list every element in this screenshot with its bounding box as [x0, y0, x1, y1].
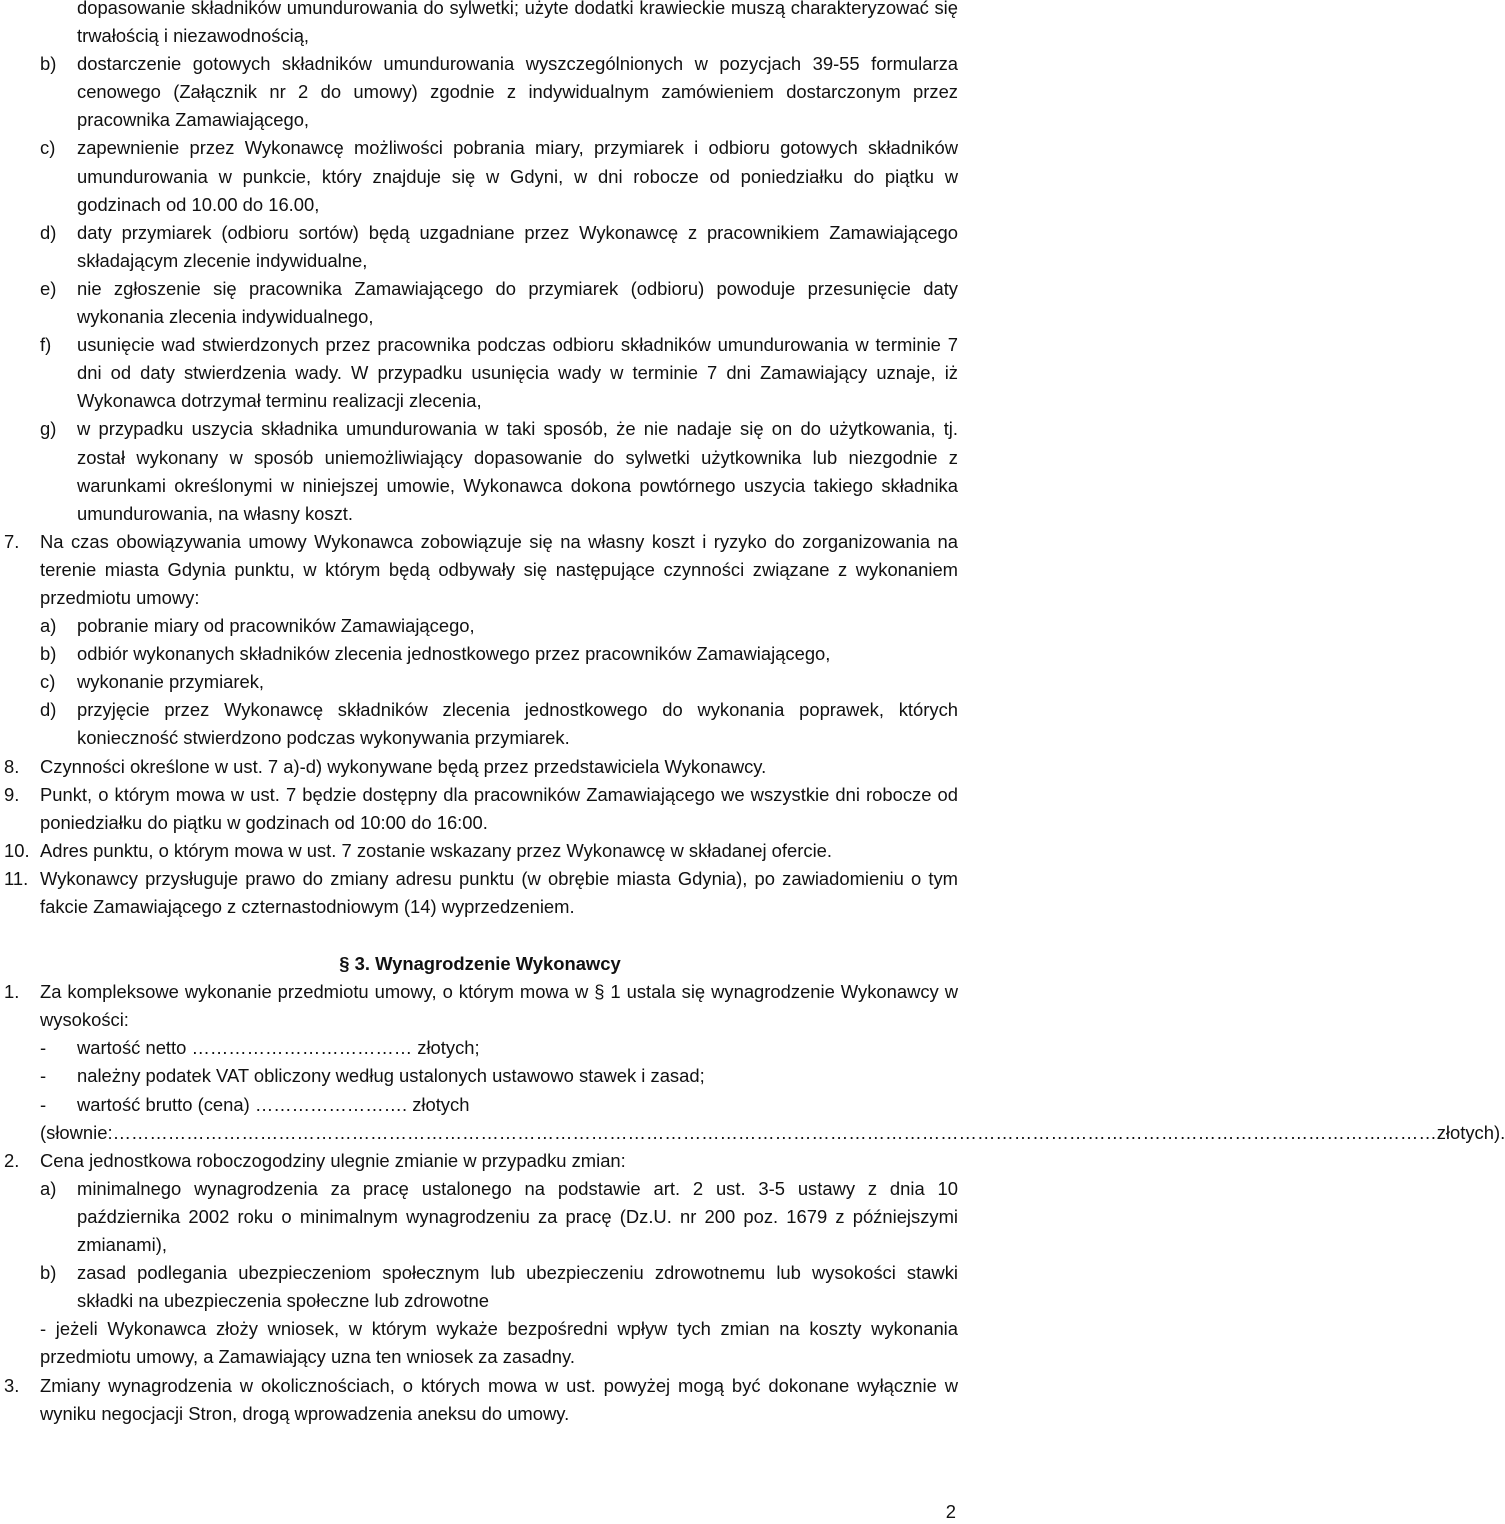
paragraph-text: Zmiany wynagrodzenia w okolicznościach, o których mowa w ust. powyżej mogą być dokonane wyłącznie w wyniku negocjacji Stron, drogą wprowadzenia aneksu do umowy.	[40, 1374, 958, 1424]
amount-in-words-suffix: złotych).	[1436, 1121, 1505, 1143]
paragraph-9	[0, 781, 960, 837]
section-3-paragraph-1	[0, 978, 960, 1034]
list-item-6c	[0, 134, 960, 218]
list-item-text: przyjęcie przez Wykonawcę składników zlecenia jednostkowego do wykonania poprawek, których konieczność stwierdzono podczas wykonywania przymiarek.	[77, 699, 958, 749]
paragraph-number: 10.	[4, 839, 30, 861]
list-marker: c)	[40, 137, 56, 159]
list-item-s2b	[0, 1259, 960, 1315]
list-item-text: daty przymiarek (odbioru sortów) będą uzgadniane przez Wykonawcę z pracownikiem Zamawiającego składającym zlecenie indywidualne,	[77, 221, 958, 271]
list-marker: a)	[40, 615, 57, 637]
paragraph-number: 1.	[4, 981, 20, 1003]
list-marker: a)	[40, 1177, 57, 1199]
dash-marker: -	[40, 1093, 47, 1115]
list-item-text: dostarczenie gotowych składników umundurowania wyszczególnionych w pozycjach 39-55 formularza cenowego (Załącznik nr 2 do umowy) zgodnie z indywidualnym zamówieniem dostarczonym przez pracownika Zamawiającego,	[77, 53, 958, 131]
paragraph-text: Za kompleksowe wykonanie przedmiotu umowy, o którym mowa w § 1 ustala się wynagrodzenie Wykonawcy w wysokości:	[40, 981, 958, 1031]
list-marker: f)	[40, 334, 52, 356]
paragraph-number: 2.	[4, 1149, 20, 1171]
list-marker: b)	[40, 643, 57, 665]
list-marker: e)	[40, 277, 57, 299]
paragraph-8	[0, 753, 960, 781]
list-item-text: usunięcie wad stwierdzonych przez pracownika podczas odbioru składników umundurowania w terminie 7 dni od daty stwierdzenia wady. W przypadku usunięcia wady w terminie 7 dni Zamawiający uznaje, iż Wykonawca dotrzymał terminu realizacji zlecenia,	[77, 334, 958, 412]
list-item-text: nie zgłoszenie się pracownika Zamawiającego do przymiarek (odbioru) powoduje przesunięcie daty wykonania zlecenia indywidualnego,	[77, 277, 958, 328]
list-item-7b	[0, 640, 960, 668]
page-number: 2	[945, 1501, 956, 1522]
list-item-6g	[0, 415, 960, 527]
dash-item-text: wartość brutto (cena) ……………………. złotych	[77, 1093, 470, 1115]
list-item-7d	[0, 696, 960, 752]
dash-item-net-value	[0, 1034, 960, 1062]
list-item-7c	[0, 668, 960, 696]
list-item-text: w przypadku uszycia składnika umundurowania w taki sposób, że nie nadaje się on do użytkowania, tj. został wykonany w sposób uniemożliwiający dopasowanie do sylwetki użytkownika lub niezgodnie z warunkami określonymi w niniejszej umowie, Wykonawca dokona powtórnego uszycia takiego składnika umundurowania, na własny koszt.	[77, 418, 958, 524]
list-marker: b)	[40, 53, 57, 75]
spacer	[0, 921, 960, 950]
dash-item-text: wartość netto ……………………………… złotych;	[77, 1037, 480, 1059]
paragraph-number: 3.	[4, 1374, 20, 1396]
list-item-text: minimalnego wynagrodzenia za pracę ustalonego na podstawie art. 2 ust. 3-5 ustawy z dnia 10 października 2002 roku o minimalnym wynagrodzeniu za pracę (Dz.U. nr 200 poz. 1679 z późniejszymi zmianami),	[77, 1177, 958, 1256]
paragraph-text: Punkt, o którym mowa w ust. 7 będzie dostępny dla pracowników Zamawiającego we wszystkie dni robocze od poniedziałku do piątku w godzinach od 10:00 do 16:00.	[40, 783, 958, 833]
paragraph-text: Na czas obowiązywania umowy Wykonawca zobowiązuje się na własny koszt i ryzyko do zorganizowania na terenie miasta Gdynia punktu, w którym będą odbywały się następujące czynności związane z wykonaniem przedmiotu umowy:	[40, 530, 958, 608]
section-3-paragraph-2	[0, 1147, 960, 1175]
list-marker: d)	[40, 221, 57, 243]
paragraph-continuation: dopasowanie składników umundurowania do sylwetki; użyte dodatki krawieckie muszą charakteryzować się trwałością i niezawodnością,	[77, 0, 958, 47]
amount-in-words-blank: ………………………………………………………………………………………………………………………………………………………………………………………………	[112, 1121, 1437, 1143]
dash-item-vat	[0, 1062, 960, 1090]
list-marker: b)	[40, 1262, 57, 1284]
list-item-s2a	[0, 1175, 960, 1259]
list-item-text: zapewnienie przez Wykonawcę możliwości pobrania miary, przymiarek i odbioru gotowych składników umundurowania w punkcie, który znajduje się w Gdyni, w dni robocze od poniedziałku do piątku w godzinach od 10.00 do 16.00,	[77, 137, 958, 215]
list-marker: c)	[40, 671, 56, 693]
dash-marker: -	[40, 1065, 47, 1087]
list-item-text: odbiór wykonanych składników zlecenia jednostkowego przez pracowników Zamawiającego,	[77, 643, 831, 665]
list-item-7a	[0, 612, 960, 640]
dash-item-text: należny podatek VAT obliczony według ustalonych ustawowo stawek i zasad;	[77, 1065, 705, 1087]
list-marker: g)	[40, 418, 57, 440]
list-item-text: pobranie miary od pracowników Zamawiającego,	[77, 615, 475, 637]
paragraph-number: 8.	[4, 755, 20, 777]
amount-in-words-line	[0, 1119, 1505, 1147]
dash-marker: -	[40, 1037, 47, 1059]
paragraph-11	[0, 865, 960, 921]
section-heading: § 3. Wynagrodzenie Wykonawcy	[339, 953, 621, 975]
paragraph-number: 7.	[4, 530, 20, 552]
paragraph-text: Cena jednostkowa roboczogodziny ulegnie zmianie w przypadku zmian:	[40, 1149, 626, 1171]
paragraph-7	[0, 528, 960, 612]
paragraph-text: Wykonawcy przysługuje prawo do zmiany adresu punktu (w obrębie miasta Gdynia), po zawiadomieniu o tym fakcie Zamawiającego z czternastodniowym (14) wyprzedzeniem.	[40, 867, 958, 917]
paragraph-10	[0, 837, 960, 865]
paragraph-2-tail: - jeżeli Wykonawca złoży wniosek, w którym wykaże bezpośredni wpływ tych zmian na koszty wykonania przedmiotu umowy, a Zamawiający uzna ten wniosek za zasadny.	[40, 1318, 958, 1368]
list-item-text: wykonanie przymiarek,	[77, 671, 265, 693]
list-item-6e	[0, 275, 960, 331]
list-item-text: zasad podlegania ubezpieczeniom społecznym lub ubezpieczeniu zdrowotnemu lub wysokości stawki składki na ubezpieczenia społeczne lub zdrowotne	[77, 1262, 958, 1312]
amount-in-words-label: (słownie:	[40, 1121, 113, 1143]
paragraph-number: 9.	[4, 783, 20, 805]
section-3-paragraph-3	[0, 1372, 960, 1428]
paragraph-text: Czynności określone w ust. 7 a)-d) wykonywane będą przez przedstawiciela Wykonawcy.	[40, 755, 767, 777]
list-item-6b	[0, 50, 960, 134]
list-marker: d)	[40, 699, 57, 721]
dash-item-gross-value	[0, 1091, 960, 1119]
list-item-6f	[0, 331, 960, 415]
list-item-6d	[0, 219, 960, 275]
paragraph-text: Adres punktu, o którym mowa w ust. 7 zostanie wskazany przez Wykonawcę w składanej ofercie.	[40, 839, 832, 861]
paragraph-number: 11.	[4, 867, 29, 889]
